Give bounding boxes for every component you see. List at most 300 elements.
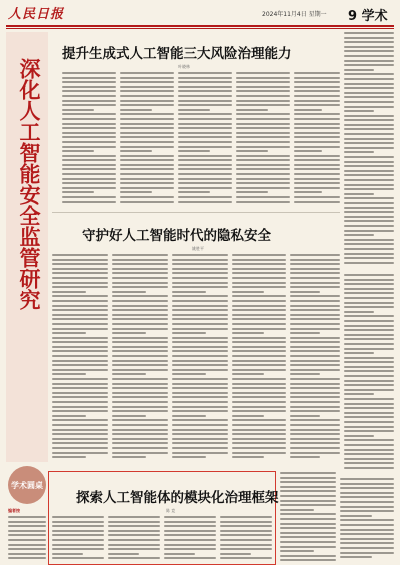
text-line bbox=[344, 248, 394, 250]
text-line bbox=[178, 159, 232, 161]
text-line bbox=[52, 350, 108, 352]
text-line bbox=[232, 314, 286, 316]
text-line bbox=[344, 292, 394, 294]
text-line bbox=[280, 486, 336, 488]
text-line bbox=[236, 178, 290, 180]
article-2-column-4 bbox=[232, 254, 286, 464]
article-1-title: 提升生成式人工智能三大风险治理能力 bbox=[62, 46, 292, 62]
text-line bbox=[344, 380, 394, 382]
text-line bbox=[172, 259, 228, 261]
text-line bbox=[62, 95, 116, 97]
text-line bbox=[280, 527, 336, 529]
text-line bbox=[290, 286, 340, 288]
text-line bbox=[52, 447, 108, 449]
text-line bbox=[172, 277, 228, 279]
text-line bbox=[172, 286, 228, 288]
text-line bbox=[178, 173, 232, 175]
text-line bbox=[52, 442, 108, 444]
text-line bbox=[294, 86, 340, 88]
text-line bbox=[220, 548, 272, 550]
text-line bbox=[52, 548, 104, 550]
text-line bbox=[62, 136, 116, 138]
text-line bbox=[344, 361, 394, 363]
text-line bbox=[178, 127, 232, 129]
text-line bbox=[172, 282, 228, 284]
text-line bbox=[120, 182, 174, 184]
text-line bbox=[164, 516, 216, 518]
newspaper-logo: 人民日报 bbox=[8, 7, 65, 22]
text-line bbox=[344, 110, 374, 112]
text-line bbox=[112, 318, 168, 320]
text-line bbox=[52, 387, 108, 389]
text-line bbox=[344, 165, 394, 167]
text-line bbox=[112, 291, 146, 293]
text-line bbox=[344, 106, 394, 108]
text-line bbox=[344, 50, 394, 52]
text-line bbox=[280, 504, 336, 506]
text-line bbox=[120, 150, 152, 152]
text-line bbox=[120, 196, 174, 198]
text-line bbox=[280, 490, 336, 492]
text-line bbox=[232, 328, 286, 330]
text-line bbox=[52, 553, 83, 555]
text-line bbox=[344, 151, 374, 153]
text-line bbox=[52, 318, 108, 320]
text-line bbox=[172, 433, 228, 435]
text-line bbox=[344, 375, 394, 377]
text-line bbox=[344, 253, 394, 255]
text-line bbox=[236, 123, 290, 125]
text-line bbox=[52, 433, 108, 435]
text-line bbox=[172, 378, 228, 380]
text-line bbox=[178, 191, 210, 193]
text-line bbox=[294, 109, 322, 111]
text-line bbox=[108, 516, 160, 518]
text-line bbox=[62, 109, 94, 111]
text-line bbox=[112, 328, 168, 330]
text-line bbox=[290, 350, 340, 352]
text-line bbox=[232, 332, 264, 334]
text-line bbox=[232, 392, 286, 394]
text-line bbox=[290, 373, 320, 375]
text-line bbox=[220, 516, 272, 518]
text-line bbox=[112, 406, 168, 408]
text-line bbox=[120, 100, 174, 102]
masthead-rule bbox=[6, 25, 394, 27]
text-line bbox=[344, 467, 394, 469]
text-line bbox=[344, 439, 394, 441]
text-line bbox=[344, 262, 394, 264]
text-line bbox=[52, 314, 108, 316]
text-line bbox=[52, 378, 108, 380]
text-line bbox=[340, 478, 394, 480]
text-line bbox=[108, 553, 139, 555]
text-line bbox=[112, 447, 168, 449]
article-2-column-6 bbox=[344, 274, 394, 474]
text-line bbox=[178, 77, 232, 79]
text-line bbox=[112, 452, 168, 454]
text-line bbox=[62, 173, 116, 175]
text-line bbox=[344, 416, 394, 418]
article-2-column-3 bbox=[172, 254, 228, 464]
text-line bbox=[290, 337, 340, 339]
text-line bbox=[112, 323, 168, 325]
text-line bbox=[290, 360, 340, 362]
text-line bbox=[172, 295, 228, 297]
text-line bbox=[290, 419, 340, 421]
text-line bbox=[178, 201, 232, 203]
text-line bbox=[164, 548, 216, 550]
text-line bbox=[62, 155, 116, 157]
text-line bbox=[236, 155, 290, 157]
text-line bbox=[290, 254, 340, 256]
text-line bbox=[344, 435, 374, 437]
text-line bbox=[280, 532, 336, 534]
text-line bbox=[232, 410, 286, 412]
text-line bbox=[344, 55, 394, 57]
text-line bbox=[62, 168, 116, 170]
text-line bbox=[344, 32, 394, 34]
text-line bbox=[232, 456, 264, 458]
text-line bbox=[120, 155, 174, 157]
text-line bbox=[290, 383, 340, 385]
text-line bbox=[344, 348, 394, 350]
text-line bbox=[120, 77, 174, 79]
text-line bbox=[344, 142, 394, 144]
text-line bbox=[52, 516, 104, 518]
text-line bbox=[172, 309, 228, 311]
text-line bbox=[172, 387, 228, 389]
text-line bbox=[62, 187, 116, 189]
text-line bbox=[280, 500, 336, 502]
text-line bbox=[232, 369, 286, 371]
text-line bbox=[280, 550, 314, 552]
text-line bbox=[52, 544, 104, 546]
text-line bbox=[112, 456, 146, 458]
text-line bbox=[280, 555, 336, 557]
text-line bbox=[172, 415, 206, 417]
text-line bbox=[112, 286, 168, 288]
text-line bbox=[112, 295, 168, 297]
text-line bbox=[236, 201, 290, 203]
text-line bbox=[220, 525, 272, 527]
text-line bbox=[232, 300, 286, 302]
text-line bbox=[52, 268, 108, 270]
text-line bbox=[232, 254, 286, 256]
article-3-column-4 bbox=[220, 516, 272, 564]
text-line bbox=[52, 254, 108, 256]
text-line bbox=[52, 263, 108, 265]
text-line bbox=[120, 187, 174, 189]
text-line bbox=[232, 442, 286, 444]
text-line bbox=[112, 401, 168, 403]
text-line bbox=[236, 72, 290, 74]
text-line bbox=[344, 41, 394, 43]
text-line bbox=[290, 259, 340, 261]
text-line bbox=[52, 272, 108, 274]
text-line bbox=[290, 424, 340, 426]
text-line bbox=[236, 109, 268, 111]
text-line bbox=[62, 113, 116, 115]
article-1-byline: 叶晓林 bbox=[178, 64, 190, 69]
text-line bbox=[344, 370, 394, 372]
text-line bbox=[164, 525, 216, 527]
text-line bbox=[232, 277, 286, 279]
text-line bbox=[178, 196, 232, 198]
text-line bbox=[232, 263, 286, 265]
text-line bbox=[294, 72, 340, 74]
text-line bbox=[290, 401, 340, 403]
article-3-column-2 bbox=[108, 516, 160, 564]
text-line bbox=[112, 419, 168, 421]
text-line bbox=[178, 86, 232, 88]
text-line bbox=[290, 341, 340, 343]
text-line bbox=[172, 254, 228, 256]
text-line bbox=[344, 101, 394, 103]
text-line bbox=[178, 113, 232, 115]
text-line bbox=[52, 392, 108, 394]
text-line bbox=[178, 164, 232, 166]
article-1-column-5 bbox=[294, 72, 340, 207]
text-line bbox=[344, 216, 394, 218]
text-line bbox=[178, 178, 232, 180]
text-line bbox=[178, 72, 232, 74]
text-line bbox=[164, 557, 216, 559]
text-line bbox=[290, 410, 340, 412]
article-1-column-6 bbox=[344, 32, 394, 270]
text-line bbox=[178, 81, 232, 83]
article-2-title: 守护好人工智能时代的隐私安全 bbox=[82, 228, 271, 244]
text-line bbox=[232, 286, 286, 288]
masthead-rule-thin bbox=[6, 28, 394, 29]
text-line bbox=[172, 429, 228, 431]
text-line bbox=[344, 288, 394, 290]
text-line bbox=[52, 332, 86, 334]
text-line bbox=[344, 403, 394, 405]
text-line bbox=[52, 396, 108, 398]
text-line bbox=[344, 197, 394, 199]
text-line bbox=[172, 410, 228, 412]
text-line bbox=[172, 263, 228, 265]
text-line bbox=[340, 552, 394, 554]
text-line bbox=[344, 92, 394, 94]
text-line bbox=[52, 369, 108, 371]
text-line bbox=[232, 406, 286, 408]
text-line bbox=[62, 127, 116, 129]
article-3-column-1 bbox=[52, 516, 104, 564]
text-line bbox=[52, 429, 108, 431]
text-line bbox=[344, 174, 394, 176]
text-line bbox=[344, 188, 394, 190]
text-line bbox=[344, 315, 394, 317]
text-line bbox=[236, 150, 268, 152]
text-line bbox=[344, 279, 394, 281]
text-line bbox=[294, 95, 340, 97]
text-line bbox=[294, 155, 340, 157]
text-line bbox=[290, 429, 340, 431]
text-line bbox=[344, 412, 394, 414]
article-2-column-2 bbox=[112, 254, 168, 464]
text-line bbox=[232, 341, 286, 343]
text-line bbox=[294, 191, 322, 193]
text-line bbox=[172, 456, 206, 458]
text-line bbox=[62, 159, 116, 161]
text-line bbox=[232, 346, 286, 348]
text-line bbox=[236, 86, 290, 88]
text-line bbox=[344, 46, 394, 48]
text-line bbox=[172, 305, 228, 307]
text-line bbox=[294, 118, 340, 120]
text-line bbox=[52, 355, 108, 357]
text-line bbox=[290, 396, 340, 398]
text-line bbox=[178, 95, 232, 97]
text-line bbox=[120, 201, 174, 203]
article-1-column-4 bbox=[236, 72, 290, 207]
text-line bbox=[164, 521, 216, 523]
text-line bbox=[344, 96, 394, 98]
article-3-column-5 bbox=[280, 472, 336, 564]
text-line bbox=[120, 95, 174, 97]
text-line bbox=[164, 553, 195, 555]
text-line bbox=[108, 544, 160, 546]
text-line bbox=[62, 72, 116, 74]
text-line bbox=[236, 77, 290, 79]
text-line bbox=[232, 291, 264, 293]
text-line bbox=[340, 533, 394, 535]
article-3-column-6 bbox=[340, 478, 394, 564]
text-line bbox=[62, 178, 116, 180]
text-line bbox=[120, 146, 174, 148]
text-line bbox=[344, 60, 394, 62]
text-line bbox=[232, 415, 264, 417]
text-line bbox=[52, 521, 104, 523]
text-line bbox=[280, 472, 336, 474]
text-line bbox=[108, 521, 160, 523]
text-line bbox=[112, 378, 168, 380]
text-line bbox=[344, 115, 394, 117]
text-line bbox=[112, 263, 168, 265]
text-line bbox=[294, 182, 340, 184]
text-line bbox=[62, 77, 116, 79]
text-line bbox=[178, 123, 232, 125]
text-line bbox=[294, 146, 340, 148]
text-line bbox=[236, 132, 290, 134]
text-line bbox=[236, 168, 290, 170]
text-line bbox=[178, 155, 232, 157]
text-line bbox=[112, 254, 168, 256]
text-line bbox=[112, 268, 168, 270]
text-line bbox=[120, 132, 174, 134]
text-line bbox=[236, 100, 290, 102]
text-line bbox=[294, 150, 322, 152]
text-line bbox=[280, 477, 336, 479]
section-name: 学术 bbox=[361, 9, 388, 24]
text-line bbox=[290, 364, 340, 366]
text-line bbox=[236, 113, 290, 115]
text-line bbox=[344, 225, 394, 227]
text-line bbox=[172, 268, 228, 270]
text-line bbox=[172, 300, 228, 302]
text-line bbox=[108, 539, 160, 541]
text-line bbox=[344, 37, 394, 39]
text-line bbox=[232, 387, 286, 389]
text-line bbox=[290, 268, 340, 270]
text-line bbox=[294, 141, 340, 143]
text-line bbox=[344, 73, 394, 75]
text-line bbox=[108, 548, 160, 550]
text-line bbox=[290, 456, 320, 458]
text-line bbox=[294, 81, 340, 83]
text-line bbox=[172, 438, 228, 440]
text-line bbox=[172, 314, 228, 316]
column-badge: 学术圆桌 bbox=[8, 466, 46, 504]
text-line bbox=[344, 230, 394, 232]
text-line bbox=[172, 355, 228, 357]
text-line bbox=[344, 462, 394, 464]
text-line bbox=[232, 401, 286, 403]
text-line bbox=[290, 314, 340, 316]
editor-note-label: 编者按 bbox=[8, 508, 20, 513]
text-line bbox=[112, 415, 146, 417]
text-line bbox=[344, 426, 394, 428]
text-line bbox=[344, 147, 394, 149]
text-line bbox=[220, 557, 272, 559]
text-line bbox=[120, 113, 174, 115]
text-line bbox=[172, 442, 228, 444]
text-line bbox=[220, 544, 272, 546]
text-line bbox=[112, 410, 168, 412]
text-line bbox=[344, 357, 394, 359]
text-line bbox=[294, 196, 340, 198]
text-line bbox=[290, 309, 340, 311]
text-line bbox=[112, 355, 168, 357]
text-line bbox=[344, 352, 374, 354]
masthead bbox=[0, 0, 400, 26]
text-line bbox=[290, 295, 340, 297]
text-line bbox=[62, 141, 116, 143]
text-line bbox=[290, 433, 340, 435]
text-line bbox=[294, 164, 340, 166]
text-line bbox=[344, 458, 394, 460]
text-line bbox=[290, 328, 340, 330]
text-line bbox=[290, 442, 340, 444]
text-line bbox=[344, 78, 394, 80]
text-line bbox=[220, 530, 272, 532]
text-line bbox=[232, 305, 286, 307]
text-line bbox=[280, 513, 336, 515]
text-line bbox=[236, 173, 290, 175]
text-line bbox=[112, 387, 168, 389]
text-line bbox=[112, 360, 168, 362]
text-line bbox=[340, 519, 394, 521]
text-line bbox=[120, 81, 174, 83]
text-line bbox=[232, 268, 286, 270]
text-line bbox=[340, 510, 394, 512]
text-line bbox=[280, 518, 336, 520]
text-line bbox=[120, 191, 152, 193]
text-line bbox=[178, 104, 232, 106]
text-line bbox=[120, 104, 174, 106]
text-line bbox=[112, 396, 168, 398]
text-line bbox=[344, 179, 394, 181]
text-line bbox=[112, 282, 168, 284]
text-line bbox=[112, 438, 168, 440]
text-line bbox=[236, 146, 290, 148]
text-line bbox=[344, 325, 394, 327]
text-line bbox=[280, 536, 336, 538]
text-line bbox=[112, 277, 168, 279]
text-line bbox=[178, 118, 232, 120]
